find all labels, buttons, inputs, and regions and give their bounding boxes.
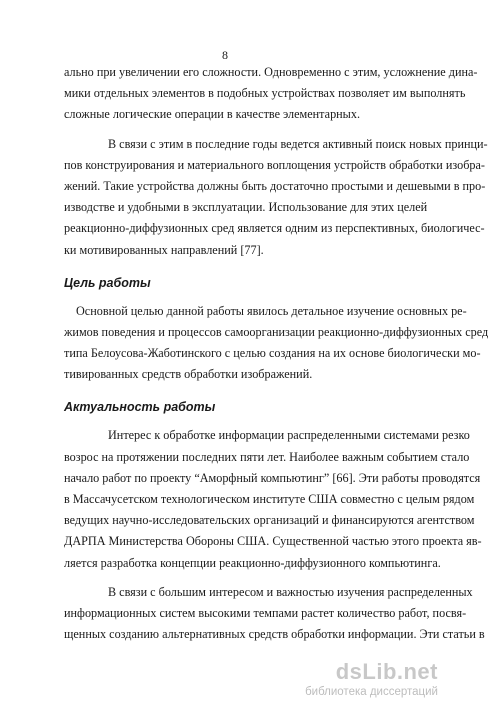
text-line: реакционно-диффузионных сред является одним из перспективных, биологичес- <box>64 221 485 236</box>
text-line: жимов поведения и процессов самоорганизации реакционно-диффузионных сред <box>64 324 488 339</box>
text-line: информационных систем высокими темпами растет количество работ, посвя- <box>64 605 467 620</box>
watermark-logo: dsLib.net <box>335 659 438 684</box>
document-body <box>64 62 488 645</box>
text-line: В связи с большим интересом и важностью изучения распределенных <box>108 584 473 599</box>
section-heading-goal: Цель работы <box>64 275 151 290</box>
text-line: сложные логические операции в качестве элементарных. <box>64 107 361 122</box>
text-line: ведущих научно-исследовательских организаций и финансируются агентством <box>64 513 475 528</box>
text-line: изводстве и удобными в эксплуатации. Использование для этих целей <box>64 200 428 215</box>
text-line: Интерес к обработке информации распределенными системами резко <box>108 428 470 443</box>
text-line: ляется разработка концепции реакционно-диффузионного компьютинга. <box>64 555 441 570</box>
paragraph-last <box>64 582 485 646</box>
paragraph-goal <box>64 301 488 386</box>
text-line: в Массачусетском технологическом институте США совместно с целым рядом <box>64 492 475 506</box>
text-line: тивированных средств обработки изображений. <box>64 367 313 382</box>
text-line: ки мотивированных направлений [77]. <box>64 242 264 257</box>
paragraph-relevance <box>64 425 482 573</box>
section-heading-relevance: Актуальность работы <box>64 400 216 415</box>
text-line: мики отдельных элементов в подобных устройствах позволяет им выполнять <box>64 86 466 101</box>
watermark-subtitle: библиотека диссертаций <box>305 686 438 698</box>
text-line: типа Белоусова-Жаботинского с целью создания на их основе биологически мо- <box>64 346 481 361</box>
text-line: щенных созданию альтернативных средств обработки информации. Эти статьи в <box>64 627 485 642</box>
text-line: В связи с этим в последние годы ведется активный поиск новых принци- <box>108 136 488 151</box>
page-number: 8 <box>222 48 228 62</box>
paragraph-2 <box>64 134 488 261</box>
text-line: жений. Такие устройства должны быть достаточно простыми и дешевыми в про- <box>64 178 486 193</box>
text-line: Основной целью данной работы явилось детальное изучение основных ре- <box>76 303 467 318</box>
paragraph-intro <box>64 62 478 126</box>
text-line: пов конструирования и материального воплощения устройств обработки изобра- <box>64 157 485 172</box>
text-line: ально при увеличении его сложности. Одновременно с этим, усложнение дина- <box>64 65 478 79</box>
text-line: возрос на протяжении последних пяти лет. Наиболее важным событием стало <box>64 449 470 464</box>
text-line: начало работ по проекту “Аморфный компьютинг” [66]. Эти работы проводятся <box>64 470 481 485</box>
watermark <box>238 659 438 699</box>
text-line: ДАРПА Министерства Обороны США. Существенной частью этого проекта яв- <box>64 534 482 549</box>
